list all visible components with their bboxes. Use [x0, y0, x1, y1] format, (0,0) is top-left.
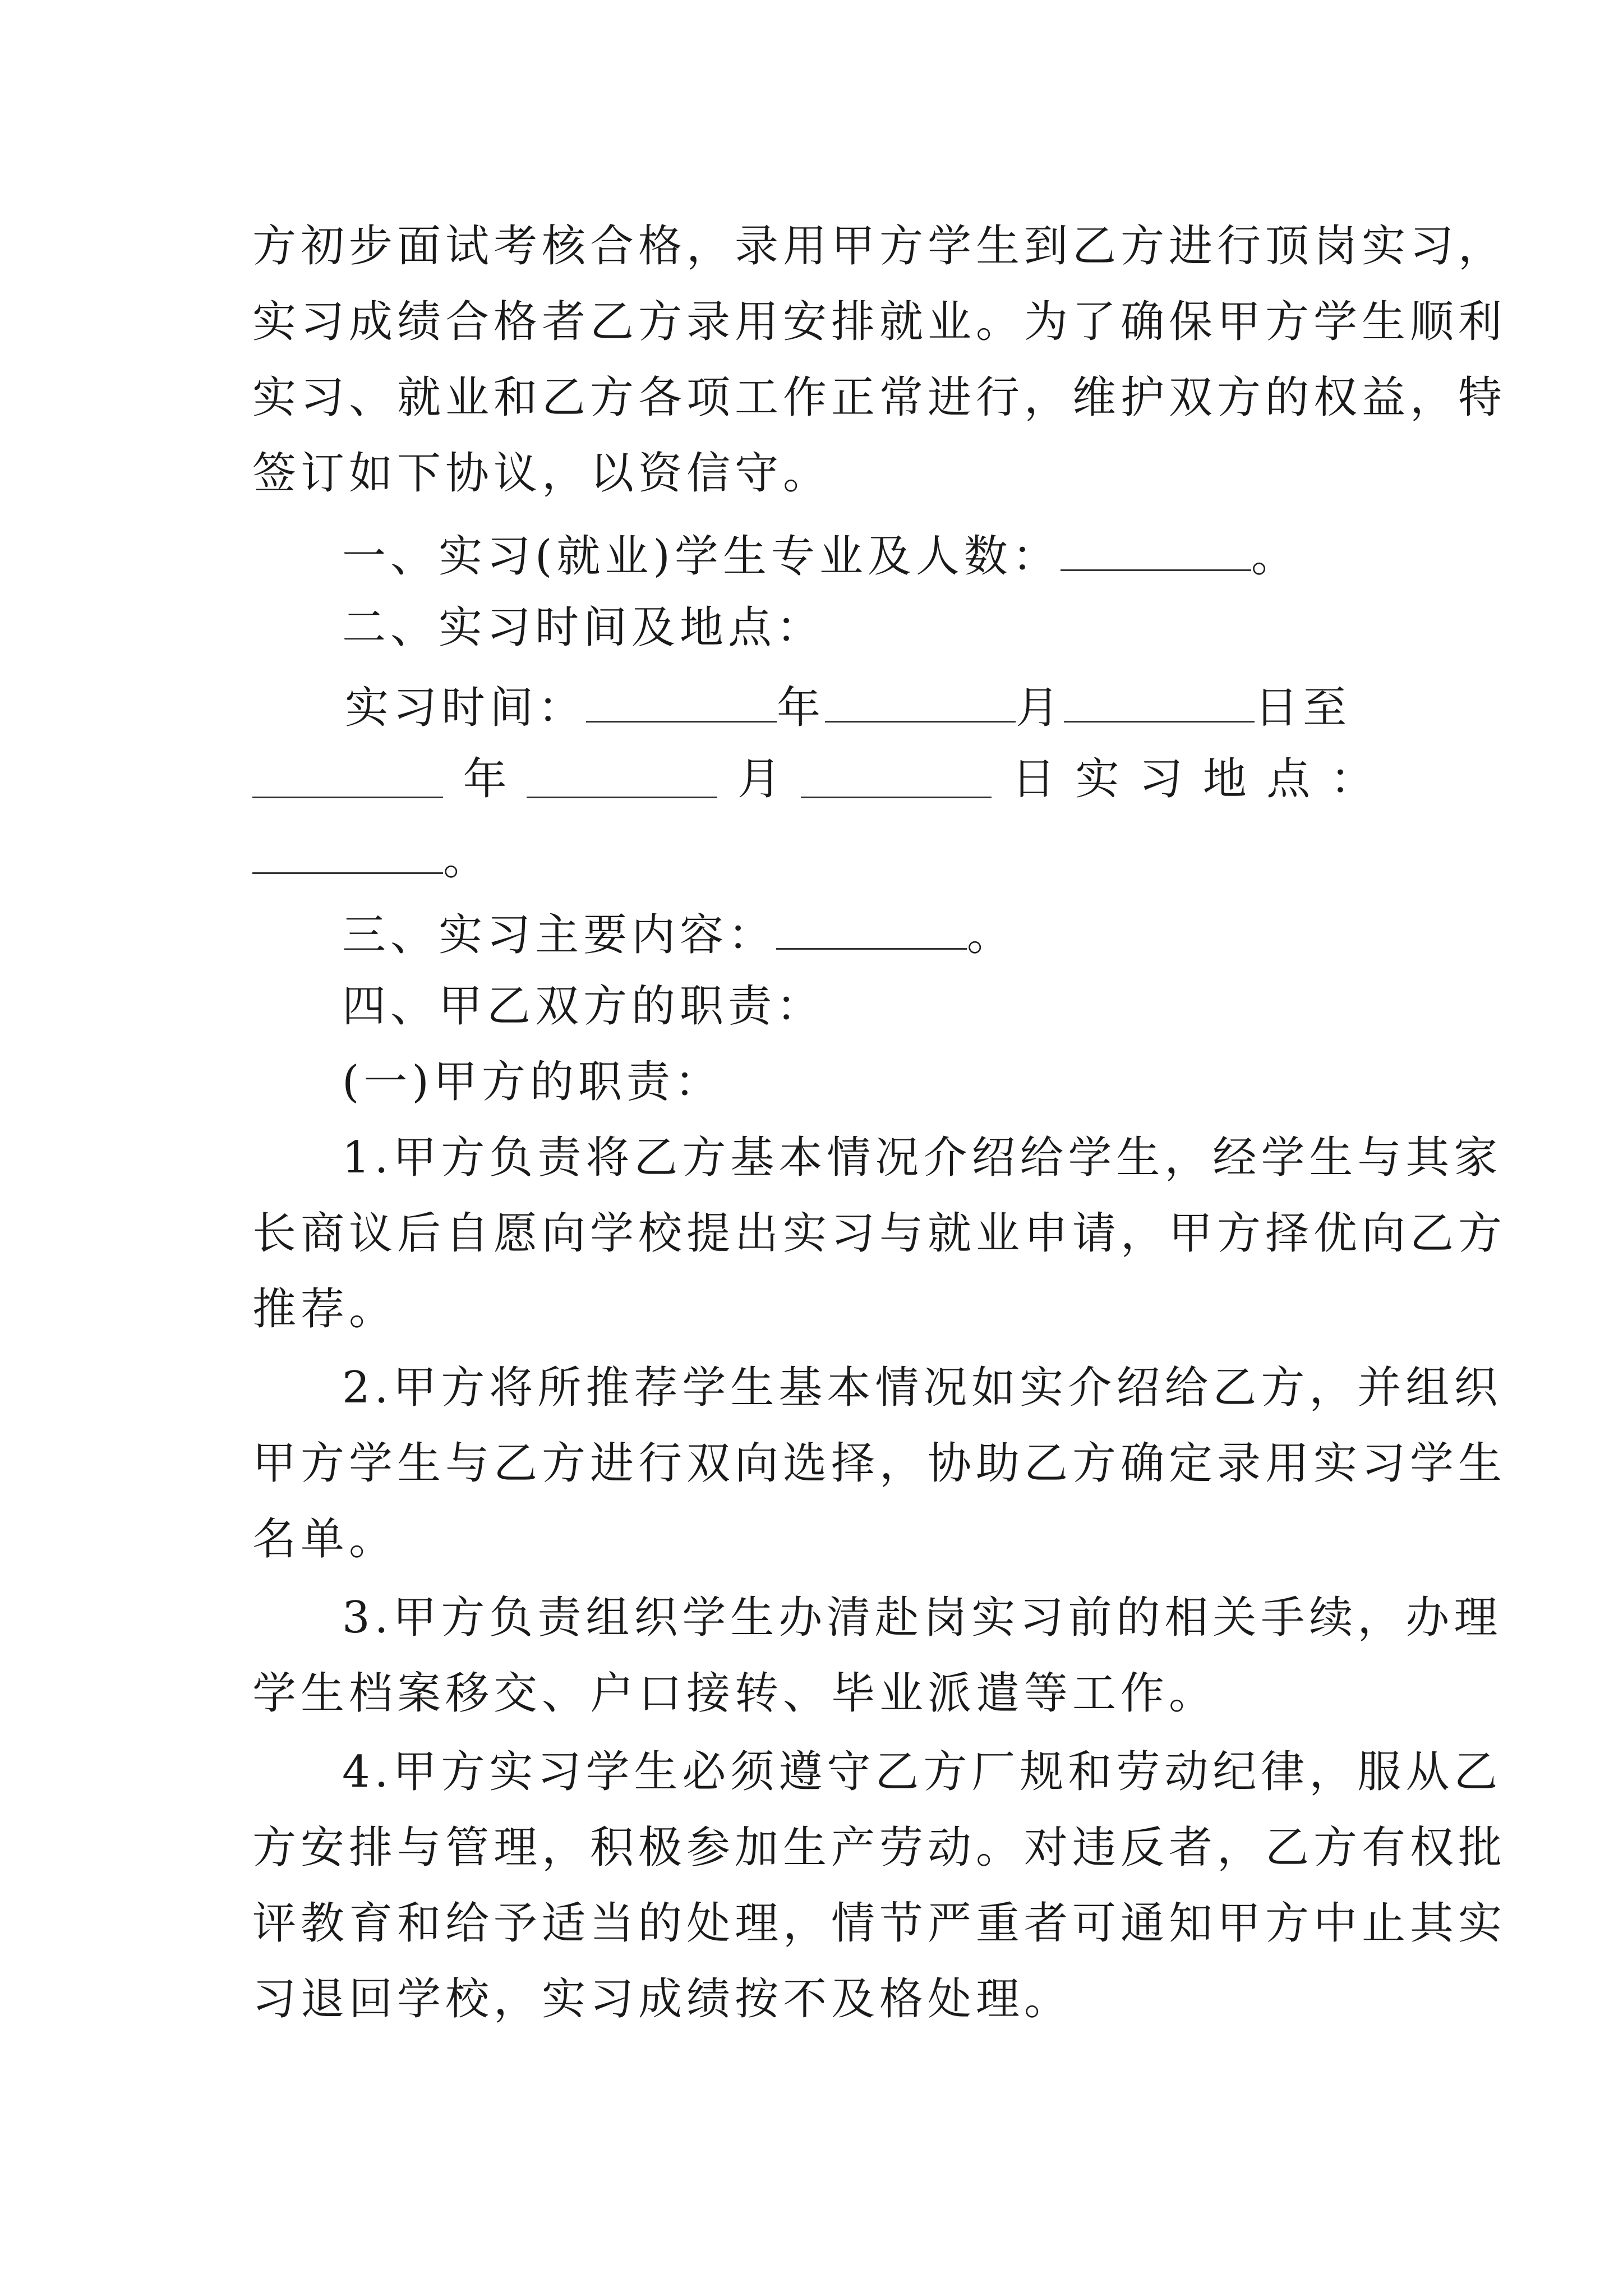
item-4-heading: 四、甲乙双方的职责：	[342, 981, 825, 1032]
clause-3-line: 3.甲方负责组织学生办清赴岗实习前的相关手续，办理	[342, 1593, 1502, 1643]
subsection-heading: (一)甲方的职责：	[342, 1057, 723, 1107]
item-2-heading: 二、实习时间及地点：	[342, 602, 825, 653]
blank-field	[825, 682, 1016, 723]
body-line: 方初步面试考核合格，录用甲方学生到乙方进行顶岗实习，	[252, 221, 1507, 272]
clause-4-line: 方安排与管理，积极参加生产劳动。对违反者，乙方有权批	[252, 1823, 1507, 1873]
blank-field	[801, 757, 992, 798]
location-char: 点	[1266, 754, 1311, 804]
clause-2-line: 甲方学生与乙方进行双向选择，协助乙方确定录用实习学生	[252, 1438, 1507, 1489]
location-char: 地	[1202, 754, 1247, 804]
blank-field	[252, 757, 443, 798]
body-line: 实习成绩合格者乙方录用安排就业。为了确保甲方学生顺利	[252, 297, 1507, 347]
blank-field	[776, 909, 967, 950]
clause-1-line: 推荐。	[252, 1284, 398, 1335]
year-label: 年	[463, 754, 507, 804]
item-3-text: 三、实习主要内容：	[342, 910, 777, 961]
month-label: 月	[1016, 683, 1064, 734]
time-row-2	[252, 754, 1374, 804]
location-colon: ：	[1330, 754, 1374, 804]
item-1-end: 。	[1251, 531, 1299, 582]
day-label: 日	[1011, 754, 1055, 804]
blank-field	[527, 757, 717, 798]
clause-1-line: 1.甲方负责将乙方基本情况介绍给学生，经学生与其家	[342, 1133, 1502, 1183]
clause-3-line: 学生档案移交、户口接转、毕业派遣等工作。	[252, 1668, 1218, 1719]
clause-2-line: 名单。	[252, 1514, 398, 1565]
time-row-3	[252, 833, 492, 885]
item-3-end: 。	[967, 910, 1016, 961]
time-label: 实习时间：	[345, 683, 587, 734]
clause-4-line: 4.甲方实习学生必须遵守乙方厂规和劳动纪律，服从乙	[342, 1747, 1502, 1797]
day-to-label: 日至	[1255, 683, 1352, 734]
body-line: 签订如下协议，以资信守。	[252, 448, 832, 499]
item-3-line	[342, 909, 1016, 961]
blank-field	[1064, 682, 1255, 723]
clause-2-line: 2.甲方将所推荐学生基本情况如实介绍给乙方，并组织	[342, 1363, 1502, 1413]
time-end: 。	[443, 834, 492, 885]
location-char: 习	[1139, 754, 1183, 804]
body-line: 实习、就业和乙方各项工作正常进行，维护双方的权益，特	[252, 372, 1507, 423]
month-label: 月	[737, 754, 781, 804]
clause-4-line: 评教育和给予适当的处理，情节严重者可通知甲方中止其实	[252, 1898, 1507, 1949]
time-row-1	[345, 682, 1352, 734]
blank-field	[252, 833, 443, 874]
blank-field	[586, 682, 777, 723]
item-1-text: 一、实习(就业)学生专业及人数：	[342, 531, 1061, 582]
item-1-line	[342, 530, 1299, 582]
clause-1-line: 长商议后自愿向学校提出实习与就业申请，甲方择优向乙方	[252, 1208, 1507, 1259]
location-char: 实	[1075, 754, 1119, 804]
blank-field	[1061, 530, 1251, 571]
year-label: 年	[777, 683, 826, 734]
clause-4-line: 习退回学校，实习成绩按不及格处理。	[252, 1974, 1073, 2024]
